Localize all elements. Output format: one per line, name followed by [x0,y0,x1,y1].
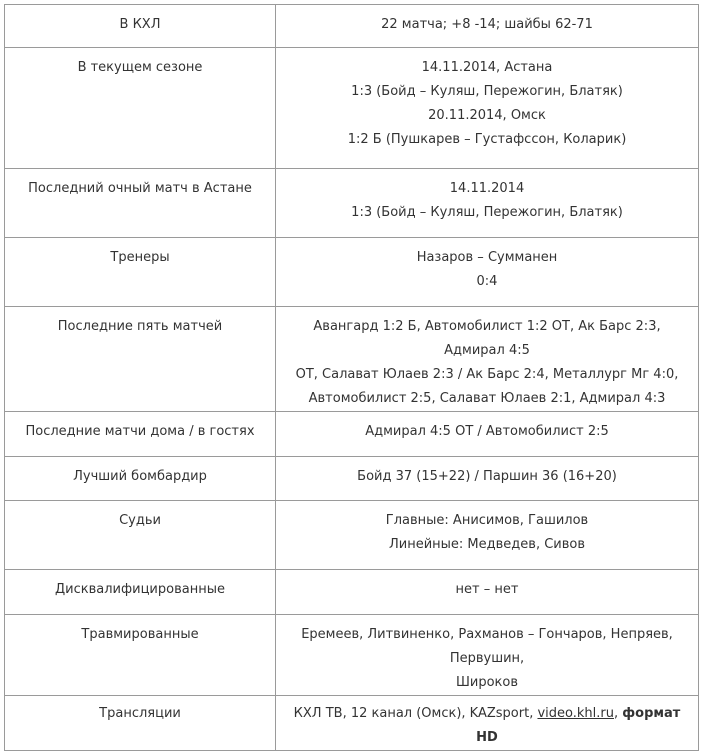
match-preview-table [4,4,699,751]
row-label-top-scorer: Лучший бомбардир [5,457,276,501]
row-value-injured: Еремеев, Литвиненко, Рахманов – Гончаров, Непряев, Первушин, Широков [276,615,699,696]
table-row [5,570,699,615]
row-label-current-season: В текущем сезоне [5,48,276,169]
table-row [5,412,699,457]
table-row [5,457,699,501]
row-label-referees: Судьи [5,501,276,570]
table-row [5,696,699,751]
table-row [5,501,699,570]
broadcast-channels: КХЛ ТВ, 12 канал (Омск), KAZsport, [293,706,538,721]
row-value-broadcast [276,696,699,751]
row-value-home-away: Адмирал 4:5 ОТ / Автомобилист 2:5 [276,412,699,457]
table-row [5,48,699,169]
row-label-suspended: Дисквалифицированные [5,570,276,615]
broadcast-separator: , [613,706,623,721]
table-row [5,615,699,696]
row-value-last-meeting: 14.11.2014 1:3 (Бойд – Куляш, Пережогин, Блатяк) [276,169,699,238]
row-label-coaches: Тренеры [5,238,276,307]
table-row [5,307,699,412]
broadcast-format: формат HD [476,706,681,745]
row-value-suspended: нет – нет [276,570,699,615]
row-label-home-away: Последние матчи дома / в гостях [5,412,276,457]
row-value-coaches: Назаров – Сумманен 0:4 [276,238,699,307]
row-value-referees: Главные: Анисимов, Гашилов Линейные: Медведев, Сивов [276,501,699,570]
video-khl-link[interactable]: video.khl.ru [537,706,614,721]
table-row [5,238,699,307]
row-value-last-five: Авангард 1:2 Б, Автомобилист 1:2 ОТ, Ак Барс 2:3, Адмирал 4:5 ОТ, Салават Юлаев 2:3 / Ак Барс 2:4, Металлург Мг 4:0, Автомобилист 2:5, Салават Юлаев 2:1, Адмирал 4:3 [276,307,699,412]
row-value-top-scorer: Бойд 37 (15+22) / Паршин 36 (16+20) [276,457,699,501]
row-label-broadcast: Трансляции [5,696,276,751]
row-label-injured: Травмированные [5,615,276,696]
row-label-last-meeting: Последний очный матч в Астане [5,169,276,238]
row-value-current-season: 14.11.2014, Астана 1:3 (Бойд – Куляш, Пережогин, Блатяк) 20.11.2014, Омск 1:2 Б (Пушкарев – Густафссон, Коларик) [276,48,699,169]
row-value-khl: 22 матча; +8 -14; шайбы 62-71 [276,5,699,48]
table-row [5,5,699,48]
table-row [5,169,699,238]
row-label-last-five: Последние пять матчей [5,307,276,412]
row-label-khl: В КХЛ [5,5,276,48]
